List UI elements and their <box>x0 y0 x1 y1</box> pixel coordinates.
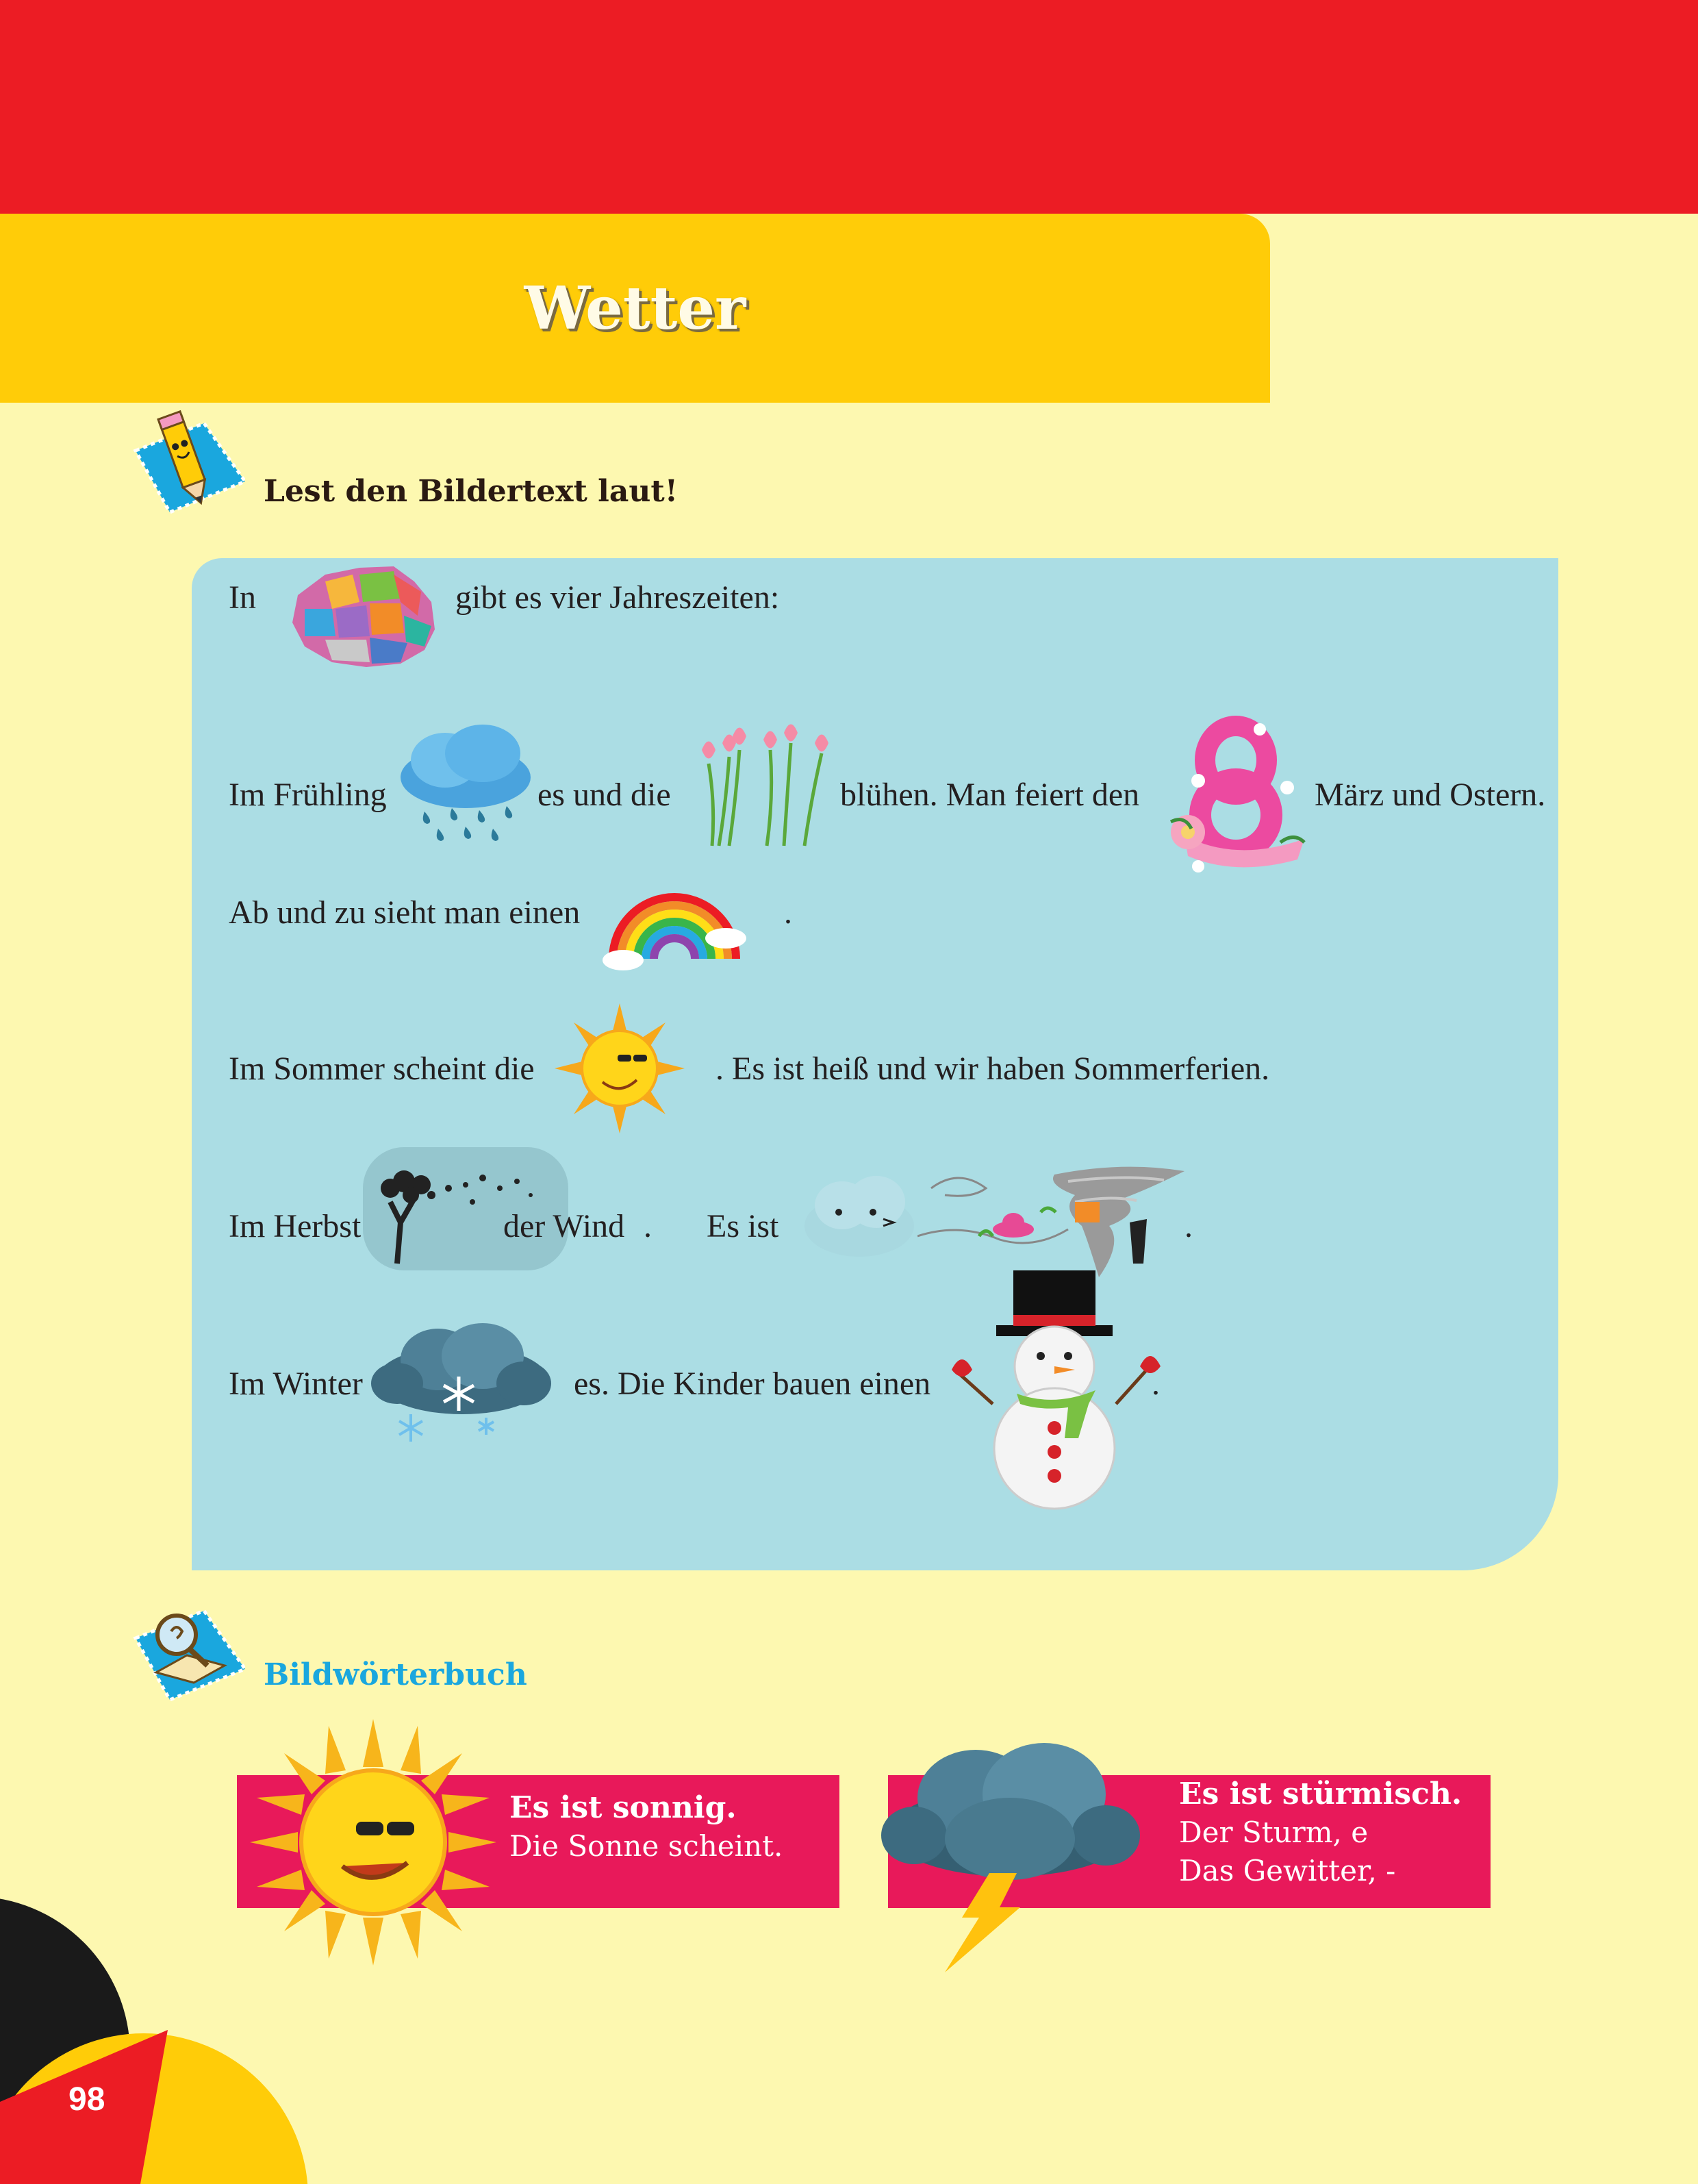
tornado-icon <box>1048 1161 1191 1284</box>
story-text: es und die <box>537 777 671 813</box>
blowing-cloud-icon <box>801 1161 917 1270</box>
snowman-icon <box>952 1267 1161 1510</box>
top-red-band <box>0 0 1698 214</box>
picture-story-box <box>192 558 1558 1570</box>
story-text: Im Frühling <box>229 777 387 813</box>
card-title: Es ist sonnig. <box>509 1790 737 1825</box>
story-text: . <box>1184 1208 1193 1244</box>
march-8-icon <box>1157 712 1315 877</box>
title-banner <box>0 214 1270 403</box>
story-text: Im Winter <box>229 1366 363 1402</box>
story-text: In <box>229 579 256 616</box>
card-line: Die Sonne scheint. <box>509 1829 783 1863</box>
card-title: Es ist stürmisch. <box>1179 1777 1462 1811</box>
story-text: der Wind <box>503 1208 625 1244</box>
story-text: Im Herbst <box>229 1208 362 1244</box>
page-title: Wetter <box>524 273 746 343</box>
corner-decoration <box>0 1828 315 2184</box>
page-number: 98 <box>68 2081 105 2118</box>
story-text: . <box>644 1208 652 1244</box>
snow-cloud-icon <box>370 1318 555 1455</box>
romania-map-icon <box>284 561 438 670</box>
story-text: März und Ostern. <box>1315 777 1546 813</box>
card-line: Das Gewitter, - <box>1179 1854 1396 1887</box>
tulips-icon <box>688 723 839 849</box>
story-text: Im Sommer scheint die <box>229 1051 535 1087</box>
story-text: blühen. Man feiert den <box>840 777 1140 813</box>
rain-cloud-icon <box>397 723 541 853</box>
story-text: . Es ist heiß und wir haben Sommerferien. <box>715 1051 1270 1087</box>
story-text: Es ist <box>707 1208 779 1244</box>
book-magnifier-icon <box>129 1597 245 1707</box>
story-text: gibt es vier Jahreszeiten: <box>455 579 780 616</box>
pencil-icon <box>129 410 245 519</box>
rainbow-icon <box>599 877 750 972</box>
story-text: Ab und zu sieht man einen <box>229 894 581 931</box>
card-line: Der Sturm, e <box>1179 1816 1369 1849</box>
story-text: . <box>1152 1366 1160 1402</box>
exercise-heading: Lest den Bildertext laut! <box>264 474 679 509</box>
story-text: . <box>784 894 792 931</box>
exercise-heading: Bildwörterbuch <box>264 1657 527 1692</box>
sun-icon <box>555 1003 685 1133</box>
story-text: es. Die Kinder bauen einen <box>574 1366 931 1402</box>
storm-cloud-icon <box>880 1736 1140 1976</box>
